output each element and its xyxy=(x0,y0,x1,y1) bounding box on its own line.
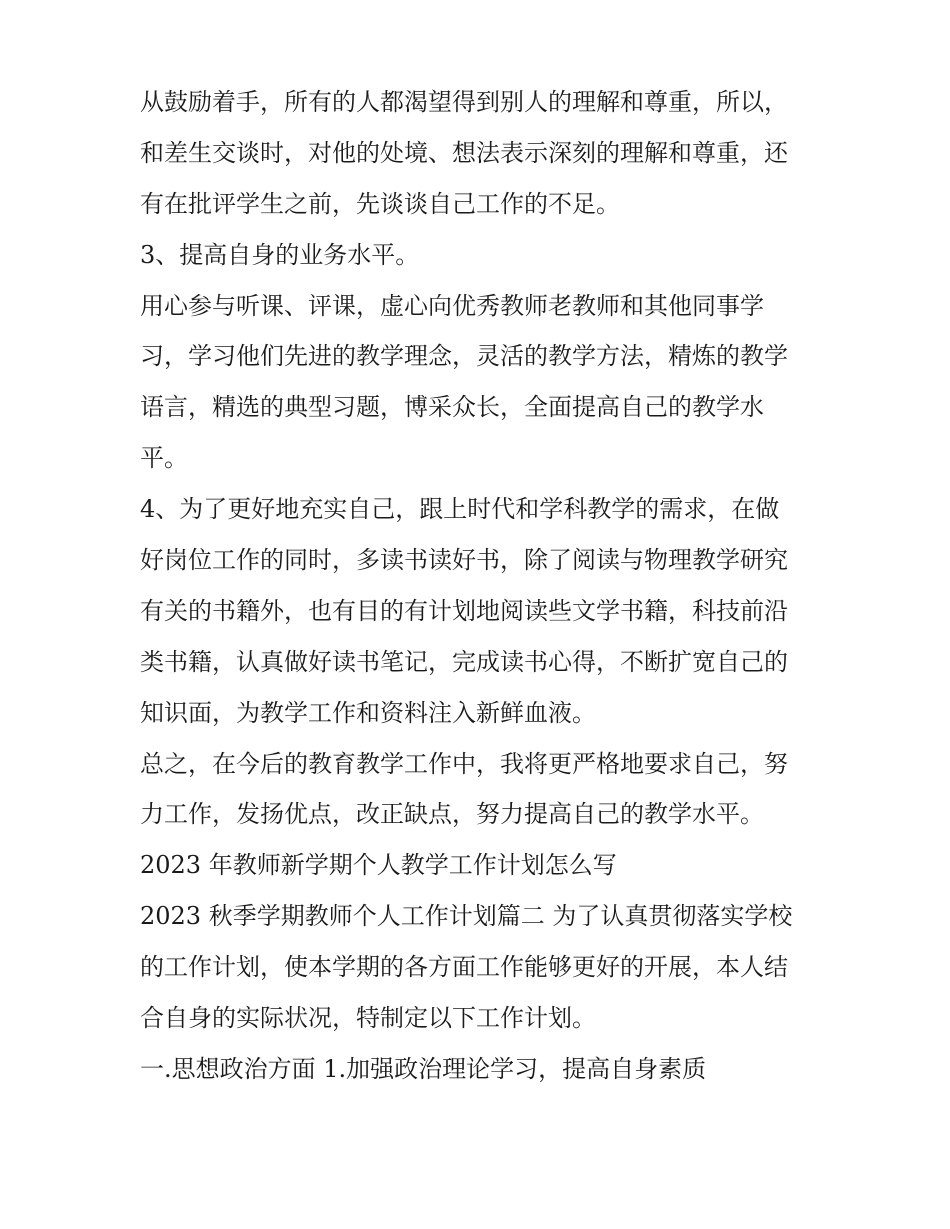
text-line: 4、为了更好地充实自己，跟上时代和学科教学的需求，在做 xyxy=(140,495,780,524)
text-line: 习，学习他们先进的教学理念，灵活的教学方法，精炼的教学 xyxy=(140,342,788,371)
text-line: 有关的书籍外，也有目的有计划地阅读些文学书籍，科技前沿 xyxy=(140,596,788,625)
text-line: 力工作，发扬优点，改正缺点，努力提高自己的教学水平。 xyxy=(140,800,764,829)
text-line: 类书籍，认真做好读书笔记，完成读书心得，不断扩宽自己的 xyxy=(140,647,788,676)
text-line: 从鼓励着手，所有的人都渴望得到别人的理解和尊重，所以， xyxy=(140,88,788,116)
text-line: 一.思想政治方面 1.加强政治理论学习，提高自身素质 xyxy=(140,1054,707,1083)
text-line: 合自身的实际状况，特制定以下工作计划。 xyxy=(140,1004,596,1033)
text-line: 用心参与听课、评课，虚心向优秀教师老教师和其他同事学 xyxy=(140,291,764,320)
text-line: 平。 xyxy=(140,444,188,473)
text-line: 和差生交谈时，对他的处境、想法表示深刻的理解和尊重，还 xyxy=(140,138,788,167)
section-heading: 3、提高自身的业务水平。 xyxy=(140,240,420,269)
document-body xyxy=(140,77,820,1095)
text-line: 的工作计划，使本学期的各方面工作能够更好的开展，本人结 xyxy=(140,953,788,982)
text-line: 2023 秋季学期教师个人工作计划篇二 为了认真贯彻落实学校 xyxy=(140,902,793,931)
document-title: 2023 年教师新学期个人教学工作计划怎么写 xyxy=(140,851,617,880)
text-line: 有在批评学生之前，先谈谈自己工作的不足。 xyxy=(140,189,620,218)
text-line: 知识面，为教学工作和资料注入新鲜血液。 xyxy=(140,698,596,727)
text-line: 总之，在今后的教育教学工作中，我将更严格地要求自己，努 xyxy=(140,749,788,778)
text-line: 语言，精选的典型习题，博采众长，全面提高自己的教学水 xyxy=(140,393,764,422)
text-line: 好岗位工作的同时，多读书读好书，除了阅读与物理教学研究 xyxy=(140,546,788,575)
